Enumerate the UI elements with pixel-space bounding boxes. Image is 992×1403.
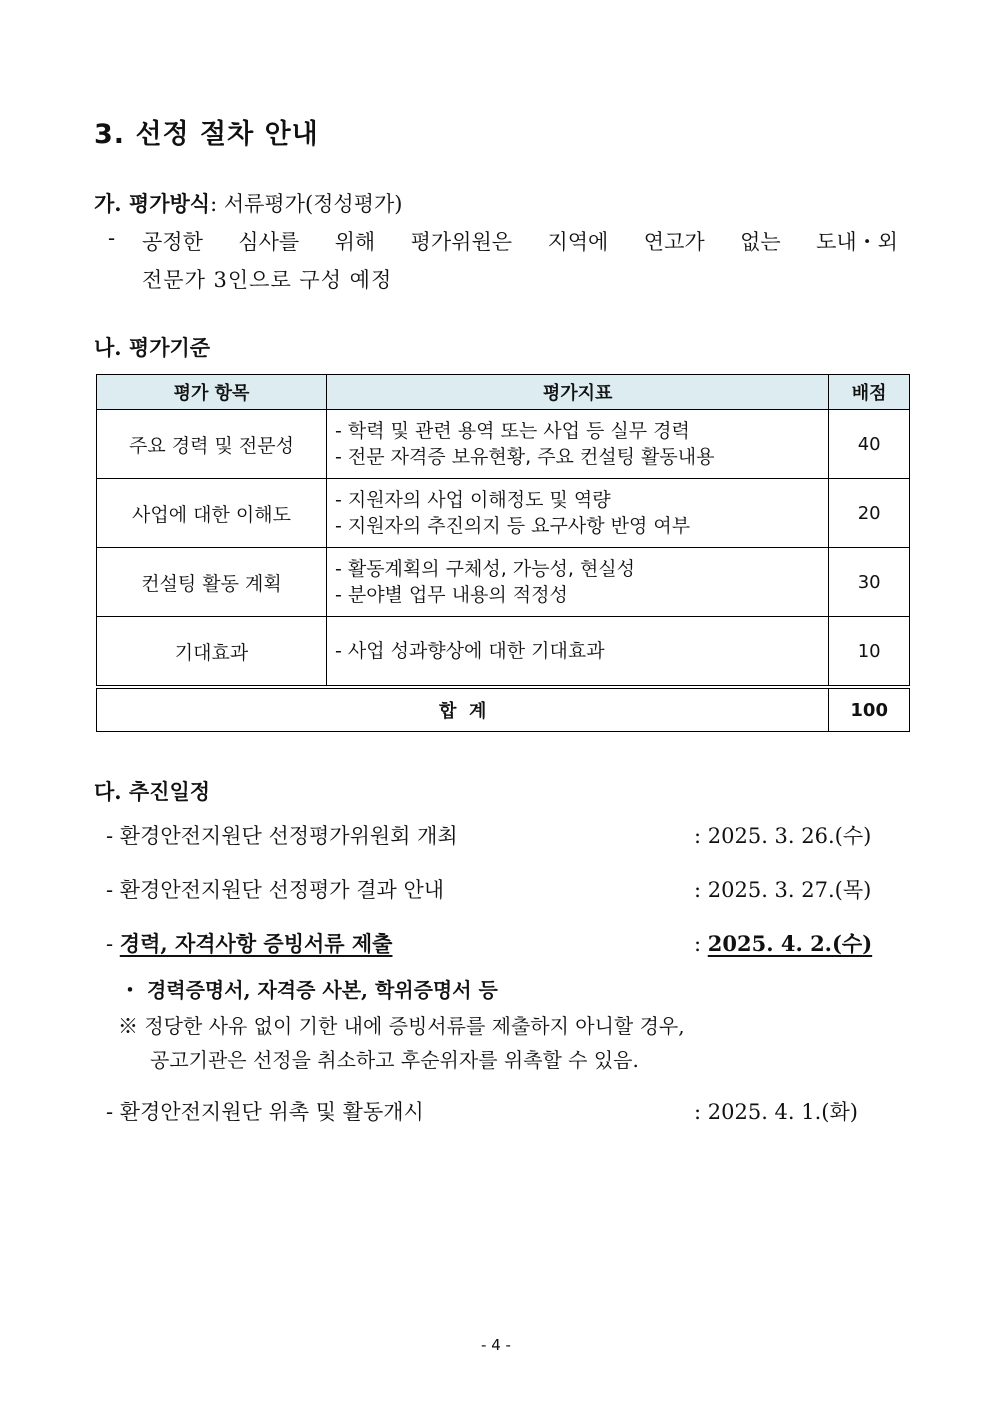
document-bullet: ・ 경력증명서, 자격증 사본, 학위증명서 등 [120, 978, 498, 1002]
word: 공정한 [142, 230, 203, 254]
note-line1: ※ 정당한 사유 없이 기한 내에 증빙서류를 제출하지 아니할 경우, [118, 1014, 685, 1038]
section-a [94, 188, 403, 218]
schedule-text: - 환경안전지원단 선정평가 결과 안내 [106, 878, 445, 902]
item-cell: 기대효과 [97, 617, 327, 688]
schedule-text: - 환경안전지원단 선정평가위원회 개최 [106, 824, 458, 848]
indicator-line: - 분야별 업무 내용의 적정성 [334, 584, 568, 606]
schedule-item [106, 820, 926, 850]
table-row [97, 479, 910, 548]
header-score: 배점 [829, 375, 910, 410]
section-a-line1 [108, 226, 898, 256]
schedule-date: : 2025. 4. 1.(화) [694, 1100, 858, 1124]
item-cell: 컨설팅 활동 계획 [97, 548, 327, 617]
indicator-line: - 지원자의 사업 이해정도 및 역량 [334, 489, 611, 511]
section-a-heading: 가. 평가방식 [94, 191, 211, 216]
section-c-heading: 다. 추진일정 [94, 779, 211, 804]
page-number: - 4 - [481, 1336, 511, 1354]
total-score: 100 [829, 687, 910, 732]
score-cell: 20 [829, 479, 910, 548]
header-indicator: 평가지표 [326, 375, 828, 410]
table-row [97, 617, 910, 688]
total-label: 합 계 [97, 687, 829, 732]
score-cell: 30 [829, 548, 910, 617]
criteria-table [96, 374, 910, 732]
word: 없는 [740, 230, 781, 254]
item-cell: 사업에 대한 이해도 [97, 479, 327, 548]
indicator-line: - 지원자의 추진의지 등 요구사항 반영 여부 [334, 515, 691, 537]
section-a-dash: - [108, 226, 116, 250]
word: 위해 [334, 230, 376, 254]
section-a-method: : 서류평가(정성평가) [210, 192, 403, 216]
header-item: 평가 항목 [97, 375, 327, 410]
word: 도내・외 [816, 230, 898, 254]
indicator-line: - 전문 자격증 보유현황, 주요 컨설팅 활동내용 [334, 446, 715, 468]
indicator-line: - 활동계획의 구체성, 가능성, 현실성 [334, 558, 636, 580]
score-cell: 10 [829, 617, 910, 688]
schedule-text: 경력, 자격사항 증빙서류 제출 [119, 931, 393, 956]
schedule-text: - 환경안전지원단 위촉 및 활동개시 [106, 1100, 424, 1124]
indicator-cell [326, 548, 828, 617]
section-a-line2: 전문가 3인으로 구성 예정 [142, 268, 393, 292]
schedule-date: : 2025. 3. 26.(수) [694, 824, 872, 848]
table-row [97, 410, 910, 479]
table-row [97, 548, 910, 617]
score-cell: 40 [829, 410, 910, 479]
table-total-row [97, 687, 910, 732]
schedule-date: 2025. 4. 2.(수) [707, 931, 873, 956]
word: 평가위원은 [410, 230, 513, 254]
indicator-line: - 학력 및 관련 용역 또는 사업 등 실무 경력 [334, 420, 690, 442]
schedule-dash: - [106, 932, 120, 956]
page-title: 3. 선정 절차 안내 [94, 119, 319, 150]
note-line2: 공고기관은 선정을 취소하고 후순위자를 위촉할 수 있음. [150, 1048, 639, 1072]
indicator-cell [326, 617, 828, 688]
section-b-heading: 나. 평가기준 [94, 335, 211, 360]
schedule-date: : 2025. 3. 27.(목) [694, 878, 872, 902]
word: 심사를 [238, 230, 300, 254]
table-header-row [97, 375, 910, 410]
schedule-item-highlight [106, 928, 926, 958]
schedule-item [106, 1096, 926, 1126]
schedule-item [106, 874, 926, 904]
schedule-colon: : [694, 932, 708, 956]
indicator-cell [326, 410, 828, 479]
indicator-cell [326, 479, 828, 548]
word: 지역에 [547, 230, 609, 254]
word: 연고가 [643, 230, 705, 254]
item-cell: 주요 경력 및 전문성 [97, 410, 327, 479]
indicator-line: - 사업 성과향상에 대한 기대효과 [334, 640, 605, 662]
